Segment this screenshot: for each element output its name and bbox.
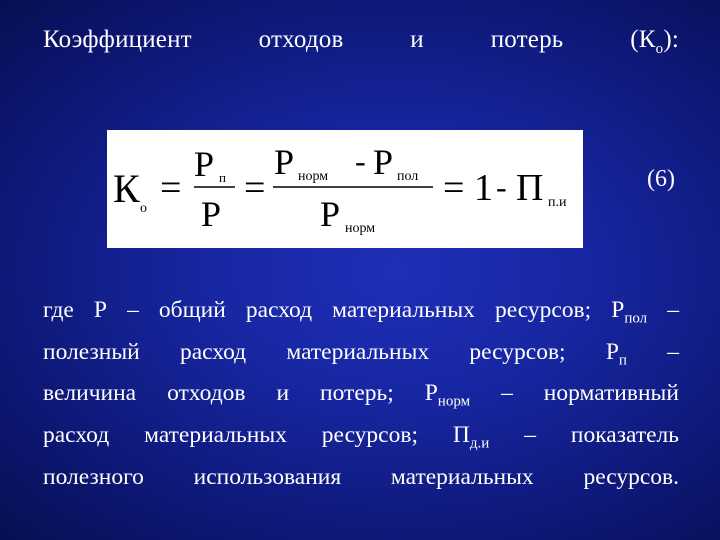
formula-p-p-sub: п <box>219 170 226 185</box>
formula-k-sub: о <box>140 201 147 216</box>
formula-eq-3: = <box>443 167 465 209</box>
formula-p: Р <box>201 194 222 234</box>
formula-box <box>107 130 583 248</box>
body-line-3: величина отходов и потерь; $Р_{норм}$ – нормативный <box>43 380 679 411</box>
formula-p-norm-top-sub: норм <box>298 169 329 184</box>
formula-p-norm-top: Р <box>274 142 295 182</box>
formula-p-pol: Р <box>373 142 394 182</box>
formula-p-norm-bottom: Р <box>320 194 341 234</box>
equation-number: (6) <box>647 166 675 192</box>
body-line-4: расход материальных ресурсов; $П_{д.и}$ – показатель <box>43 422 679 452</box>
title-word-losses: потерь <box>490 26 564 53</box>
formula-p-norm-bottom-sub: норм <box>345 221 376 236</box>
formula-p-p: Р <box>194 144 215 184</box>
formula-minus-2: - <box>496 169 507 205</box>
title-word-waste: отходов <box>258 26 344 53</box>
formula-k: К <box>113 166 140 211</box>
title-symbol: $(К_о)$: <box>630 26 679 57</box>
definitions-paragraph <box>43 294 679 494</box>
formula-pi-sub: п.и <box>548 195 567 210</box>
formula-one: 1 <box>474 167 493 209</box>
title-word-and: и <box>410 26 424 53</box>
title-word-coefficient: Коэффициент <box>43 26 192 53</box>
formula-p-pol-sub: пол <box>397 169 419 184</box>
formula-eq-1: = <box>160 167 182 209</box>
body-line-2: полезный расход материальных ресурсов; $Р_п$ – <box>43 338 679 369</box>
body-line-5: полезного использования материальных ресурсов. <box>43 463 679 490</box>
formula-pi: П <box>516 167 544 209</box>
formula-minus: - <box>355 143 366 179</box>
formula-eq-2: = <box>244 167 266 209</box>
body-line-1: где Р – общий расход материальных ресурсов; $Р_{пол}$ – <box>43 297 679 327</box>
slide-title <box>43 26 679 58</box>
